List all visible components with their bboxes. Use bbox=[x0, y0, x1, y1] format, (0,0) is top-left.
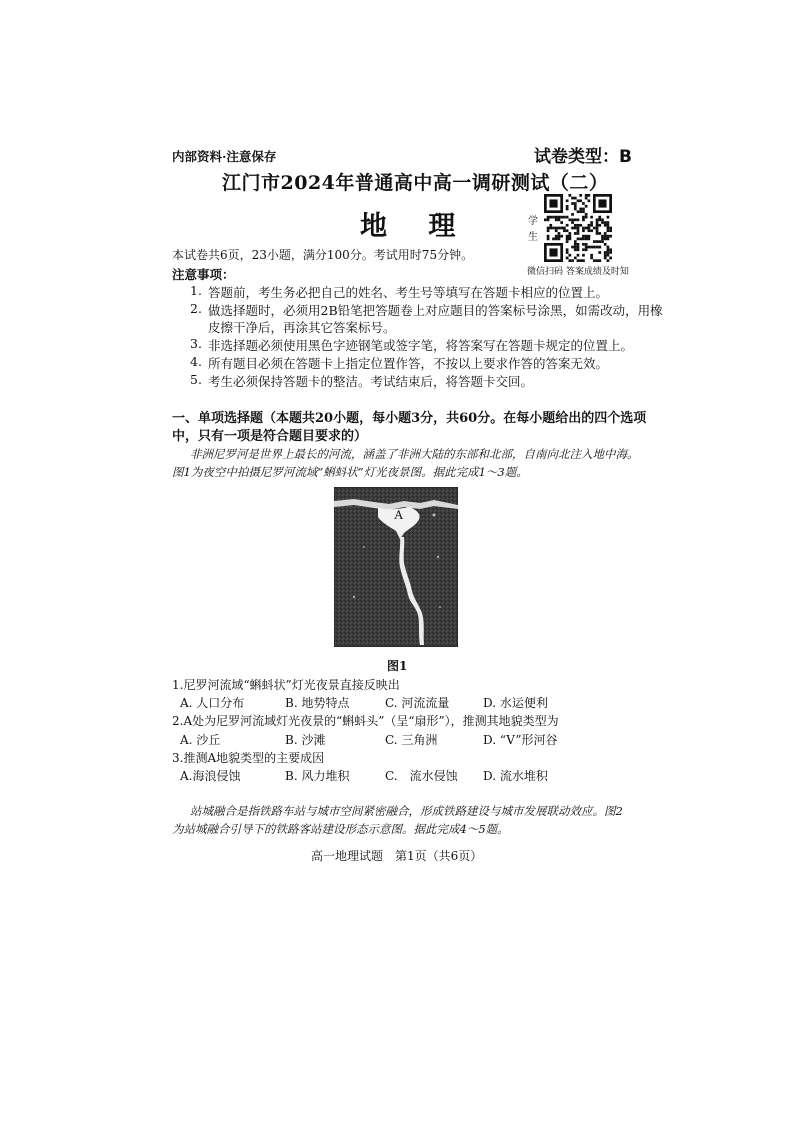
notes-title: 注意事项： bbox=[172, 267, 235, 282]
question-option[interactable]: B. 沙滩 bbox=[285, 733, 326, 747]
qr-side-label: 学生 bbox=[528, 216, 538, 243]
question-option[interactable]: B. 地势特点 bbox=[285, 696, 350, 710]
question-option[interactable]: A. 沙丘 bbox=[180, 733, 221, 747]
note-text: 皮擦干净后，再涂其它答案标号。 bbox=[208, 320, 396, 335]
passage-line: 为站城融合引导下的铁路客站建设形态示意图。据此完成4～5题。 bbox=[172, 822, 509, 836]
question-option[interactable]: D. 流水堆积 bbox=[483, 769, 548, 783]
question-option[interactable]: A.海浪侵蚀 bbox=[180, 769, 241, 783]
question-option[interactable]: A. 人口分布 bbox=[180, 696, 245, 710]
passage-line: 图1为夜空中拍摄尼罗河流域“蝌蚪状”灯光夜景图。据此完成1～3题。 bbox=[172, 465, 528, 479]
note-text: 答题前，考生务必把自己的姓名、考生号等填写在答题卡相应的位置上。 bbox=[208, 285, 609, 300]
page-footer: 高一地理试题 第1页（共6页） bbox=[311, 849, 483, 863]
note-text: 考生必须保持答题卡的整洁。考试结束后，将答题卡交回。 bbox=[208, 374, 534, 389]
question-option[interactable]: C. 河流流量 bbox=[385, 696, 450, 710]
note-number: 3. bbox=[190, 336, 202, 351]
note-number: 2. bbox=[190, 301, 202, 316]
note-text: 做选择题时，必须用2B铅笔把答题卷上对应题目的答案标号涂黑，如需改动，用橡 bbox=[208, 303, 663, 318]
section-title: 一、单项选择题（本题共20小题，每小题3分，共60分。在每小题给出的四个选项 bbox=[172, 411, 647, 426]
subject-title: 地 理 bbox=[360, 211, 472, 242]
note-text: 非选择题必须使用黑色字迹钢笔或签字笔，将答案写在答题卡规定的位置上。 bbox=[208, 338, 634, 353]
question-option[interactable]: B. 风力堆积 bbox=[285, 769, 350, 783]
passage-line: 站城融合是指铁路车站与城市空间紧密融合，形成铁路建设与城市发展联动效应。图2 bbox=[190, 804, 623, 818]
note-number: 1. bbox=[190, 283, 202, 298]
qr-caption: 微信扫码 答案成绩及时知 bbox=[527, 267, 629, 277]
question-stem: 2.A处为尼罗河流域灯光夜景的“蝌蚪头”（呈“扇形”），推测其地貌类型为 bbox=[172, 714, 559, 728]
question-stem: 1.尼罗河流域“蝌蚪状”灯光夜景直接反映出 bbox=[172, 678, 400, 692]
figure-label-a: A bbox=[394, 507, 404, 522]
nile-night-lights-figure bbox=[334, 487, 458, 647]
exam-intro: 本试卷共6页，23小题，满分100分。考试用时75分钟。 bbox=[172, 248, 474, 262]
section-title-cont: 中，只有一项是符合题目要求的） bbox=[172, 429, 368, 444]
note-number: 4. bbox=[190, 354, 202, 369]
question-option[interactable]: D. “V”形河谷 bbox=[483, 733, 558, 747]
qr-code-icon[interactable] bbox=[544, 194, 612, 262]
note-number: 5. bbox=[190, 372, 202, 387]
question-stem: 3.推测A地貌类型的主要成因 bbox=[172, 751, 325, 765]
paper-type-label: 试卷类型：B bbox=[534, 147, 632, 167]
confidential-label: 内部资料·注意保存 bbox=[172, 149, 277, 164]
exam-title: 江门市2024年普通高中高一调研测试（二） bbox=[222, 172, 609, 194]
question-option[interactable]: D. 水运便利 bbox=[483, 696, 548, 710]
question-option[interactable]: C. 流水侵蚀 bbox=[385, 769, 458, 783]
note-text: 所有题目必须在答题卡上指定位置作答，不按以上要求作答的答案无效。 bbox=[208, 356, 609, 371]
figure-caption: 图1 bbox=[387, 659, 408, 673]
question-option[interactable]: C. 三角洲 bbox=[385, 733, 438, 747]
passage-line: 非洲尼罗河是世界上最长的河流，涵盖了非洲大陆的东部和北部，自南向北注入地中海。 bbox=[190, 447, 639, 461]
